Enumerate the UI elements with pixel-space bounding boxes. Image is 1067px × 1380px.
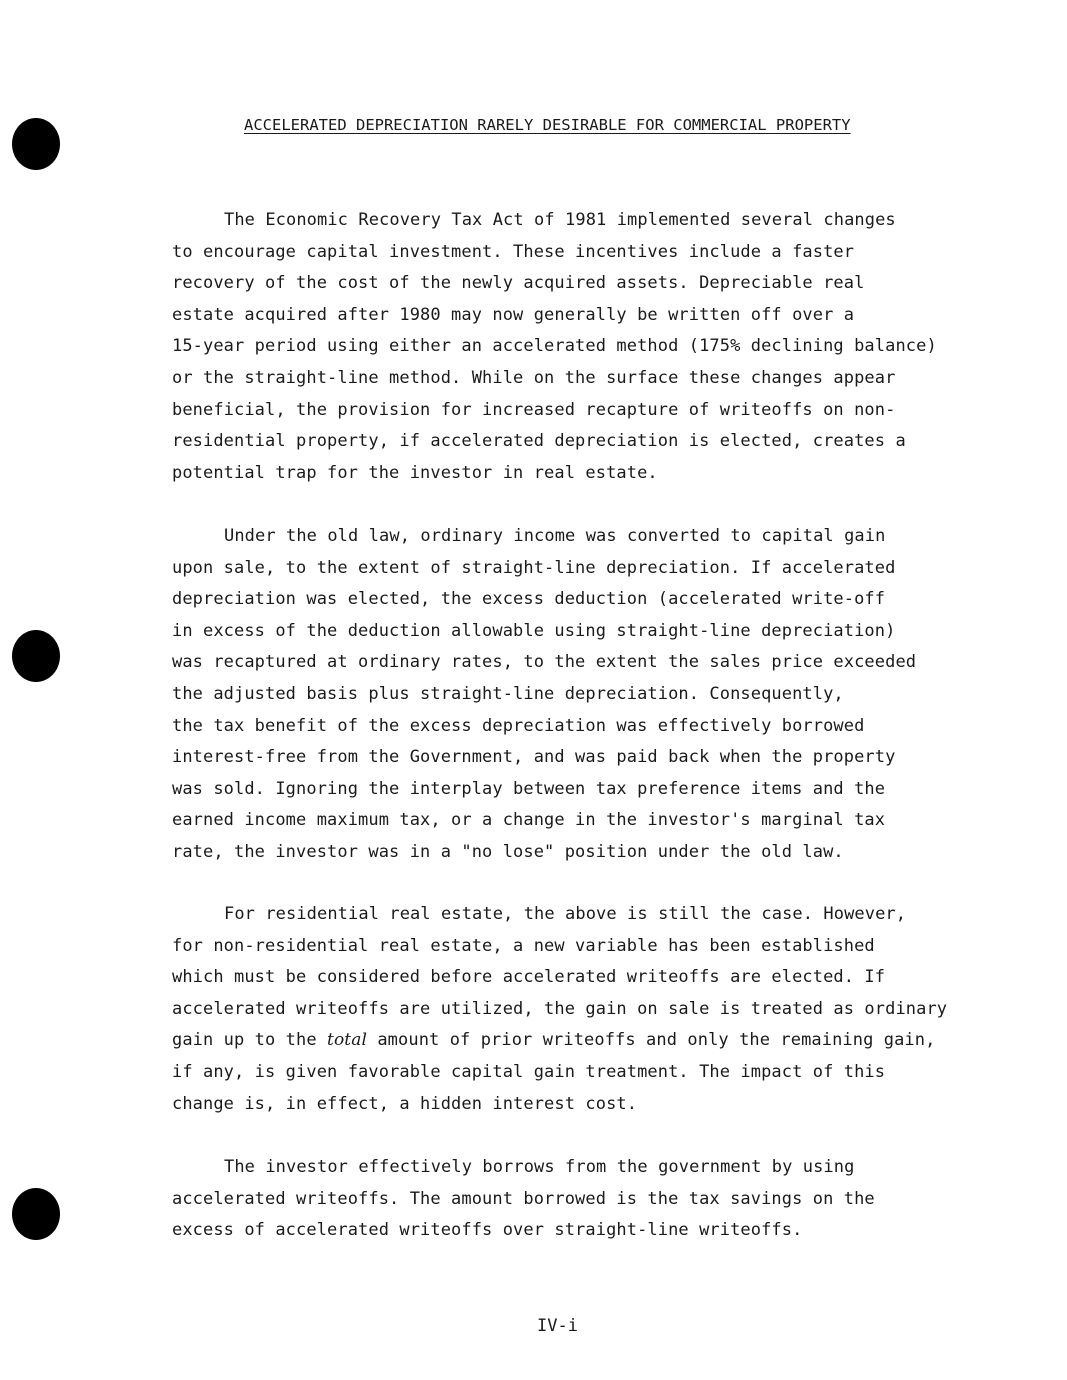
paragraph-line: rate, the investor was in a "no lose" position under the old law. bbox=[172, 841, 844, 862]
paragraph-line: residential property, if accelerated depreciation is elected, creates a bbox=[172, 431, 906, 452]
paragraph-line: beneficial, the provision for increased recapture of writeoffs on non- bbox=[172, 399, 896, 420]
paragraph-line: 15-year period using either an accelerated method (175% declining balance) bbox=[172, 336, 937, 357]
line-text: gain up to the bbox=[172, 1030, 328, 1051]
paragraph-line: for non-residential real estate, a new variable has been established bbox=[172, 935, 875, 956]
paragraph-line: or the straight-line method. While on the surface these changes appear bbox=[172, 367, 896, 388]
paragraph-line: accelerated writeoffs are utilized, the gain on sale is treated as ordinary bbox=[172, 998, 948, 1019]
paragraph-1 bbox=[172, 205, 937, 489]
paragraph-line: depreciation was elected, the excess deduction (accelerated write-off bbox=[172, 589, 886, 610]
paragraph-line: to encourage capital investment. These incentives include a faster bbox=[172, 241, 855, 262]
paragraph-line: potential trap for the investor in real estate. bbox=[172, 462, 658, 483]
paragraph-line: For residential real estate, the above is still the case. However, bbox=[224, 904, 907, 924]
paragraph-line: change is, in effect, a hidden interest cost. bbox=[172, 1093, 638, 1114]
punch-hole-top bbox=[12, 118, 60, 170]
line-text: amount of prior writeoffs and only the remaining gain, bbox=[367, 1030, 936, 1051]
punch-hole-bottom bbox=[12, 1188, 60, 1240]
paragraph-line: if any, is given favorable capital gain treatment. The impact of this bbox=[172, 1061, 886, 1082]
paragraph-line: upon sale, to the extent of straight-line depreciation. If accelerated bbox=[172, 557, 896, 578]
paragraph-line: The investor effectively borrows from the government by using bbox=[224, 1157, 855, 1177]
paragraph-line: Under the old law, ordinary income was converted to capital gain bbox=[224, 526, 886, 546]
page-number: IV-i bbox=[537, 1316, 578, 1336]
paragraph-line: estate acquired after 1980 may now generally be written off over a bbox=[172, 304, 855, 325]
emphasized-word: total bbox=[327, 1030, 368, 1051]
paragraph-3 bbox=[172, 899, 947, 1120]
punch-hole-middle bbox=[12, 630, 60, 682]
paragraph-line: which must be considered before accelerated writeoffs are elected. If bbox=[172, 967, 886, 988]
paragraph-line: earned income maximum tax, or a change in the investor's marginal tax bbox=[172, 810, 886, 831]
paragraph-line: interest-free from the Government, and was paid back when the property bbox=[172, 747, 896, 768]
paragraph-line: in excess of the deduction allowable using straight-line depreciation) bbox=[172, 620, 896, 641]
paragraph-line: The Economic Recovery Tax Act of 1981 implemented several changes bbox=[224, 210, 896, 230]
paragraph-line: the tax benefit of the excess depreciation was effectively borrowed bbox=[172, 715, 865, 736]
paragraph-line-with-emphasis bbox=[172, 1025, 947, 1057]
paragraph-4 bbox=[172, 1152, 875, 1247]
paragraph-line: was recaptured at ordinary rates, to the extent the sales price exceeded bbox=[172, 652, 917, 673]
document-title bbox=[244, 114, 851, 136]
paragraph-line: the adjusted basis plus straight-line depreciation. Consequently, bbox=[172, 683, 844, 704]
paragraph-line: accelerated writeoffs. The amount borrowed is the tax savings on the bbox=[172, 1188, 875, 1209]
paragraph-2 bbox=[172, 521, 916, 869]
paragraph-line: excess of accelerated writeoffs over straight-line writeoffs. bbox=[172, 1220, 803, 1241]
document-title-text: ACCELERATED DEPRECIATION RARELY DESIRABLE FOR COMMERCIAL PROPERTY bbox=[244, 116, 851, 134]
paragraph-line: was sold. Ignoring the interplay between tax preference items and the bbox=[172, 778, 886, 799]
paragraph-line: recovery of the cost of the newly acquired assets. Depreciable real bbox=[172, 273, 865, 294]
